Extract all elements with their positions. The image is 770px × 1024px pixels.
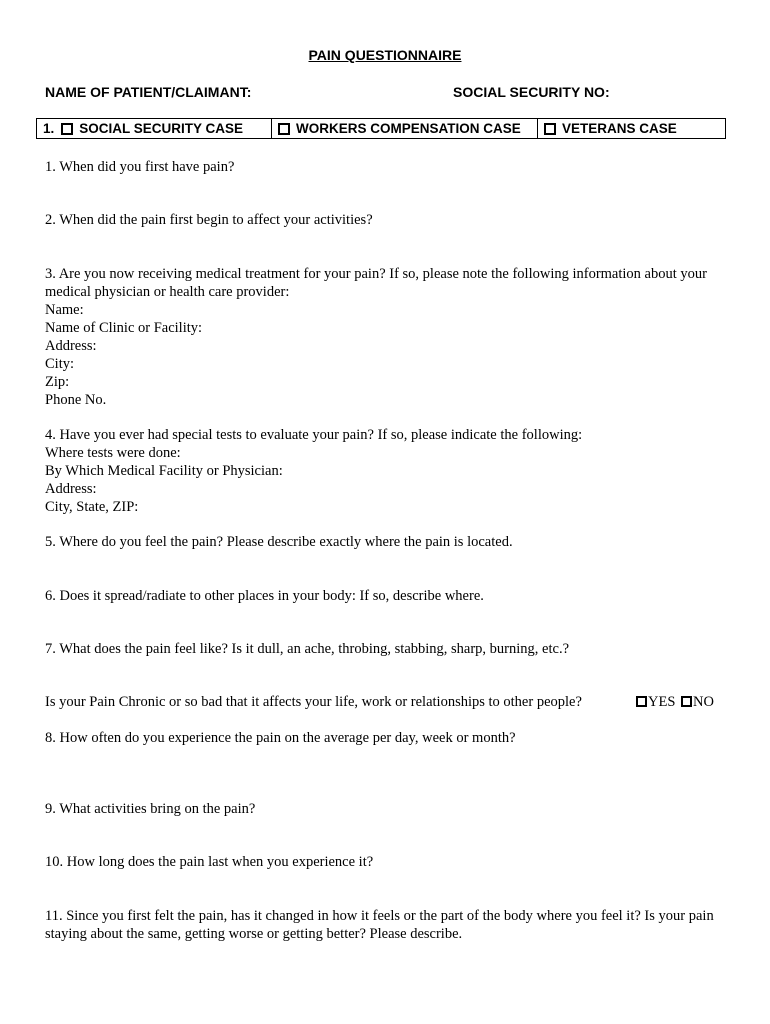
veterans-checkbox[interactable]	[544, 123, 556, 135]
social-security-checkbox[interactable]	[61, 123, 73, 135]
chronic-question: Is your Pain Chronic or so bad that it affects your life, work or relationships to other people?	[45, 694, 582, 710]
question-9: 9. What activities bring on the pain?	[45, 801, 256, 817]
question-3	[45, 265, 735, 409]
patient-name-label: NAME OF PATIENT/CLAIMANT:	[45, 84, 252, 100]
yes-label: YES	[648, 694, 676, 710]
field-label: By Which Medical Facility or Physician:	[45, 463, 283, 479]
case-cell-social-security	[37, 119, 272, 138]
page-title	[0, 47, 770, 63]
case-cell-veterans	[538, 119, 725, 138]
question-10: 10. How long does the pain last when you experience it?	[45, 854, 374, 870]
field-label: Address:	[45, 338, 97, 354]
field-label: City:	[45, 356, 75, 372]
case-number: 1.	[43, 120, 55, 136]
question-4	[45, 426, 735, 516]
yes-checkbox[interactable]	[636, 696, 647, 707]
question-11: 11. Since you first felt the pain, has it changed in how it feels or the part of the body where you feel it? Is your pain staying about the same, getting worse or getting better? Please describe.	[45, 908, 714, 942]
case-cell-workers-comp	[272, 119, 538, 138]
chronic-answer-options	[636, 693, 714, 711]
veterans-case-label: VETERANS CASE	[562, 120, 677, 136]
case-type-table	[36, 118, 726, 139]
field-label: Address:	[45, 481, 97, 497]
question-7: 7. What does the pain feel like? Is it dull, an ache, throbing, stabbing, sharp, burning, etc.?	[45, 641, 570, 657]
workers-compensation-case-label: WORKERS COMPENSATION CASE	[296, 120, 521, 136]
question-5: 5. Where do you feel the pain? Please describe exactly where the pain is located.	[45, 534, 513, 550]
workers-compensation-checkbox[interactable]	[278, 123, 290, 135]
field-label: Where tests were done:	[45, 445, 181, 461]
field-label: City, State, ZIP:	[45, 499, 139, 515]
title-text: PAIN QUESTIONNAIRE	[308, 47, 462, 63]
question-6: 6. Does it spread/radiate to other places in your body: If so, describe where.	[45, 588, 484, 604]
field-label: Zip:	[45, 374, 70, 390]
no-label: NO	[693, 694, 714, 710]
question-2: 2. When did the pain first begin to affect your activities?	[45, 212, 373, 228]
field-label: Name of Clinic or Facility:	[45, 320, 203, 336]
field-label: Phone No.	[45, 392, 107, 408]
no-checkbox[interactable]	[681, 696, 692, 707]
question-4-text: 4. Have you ever had special tests to evaluate your pain? If so, please indicate the following:	[45, 427, 583, 443]
question-1: 1. When did you first have pain?	[45, 159, 235, 175]
question-8: 8. How often do you experience the pain on the average per day, week or month?	[45, 730, 516, 746]
social-security-case-label: SOCIAL SECURITY CASE	[79, 120, 244, 136]
question-3-text: 3. Are you now receiving medical treatment for your pain? If so, please note the following information about your medical physician or health care provider:	[45, 266, 707, 300]
field-label: Name:	[45, 302, 84, 318]
ssn-label: SOCIAL SECURITY NO:	[453, 84, 610, 100]
